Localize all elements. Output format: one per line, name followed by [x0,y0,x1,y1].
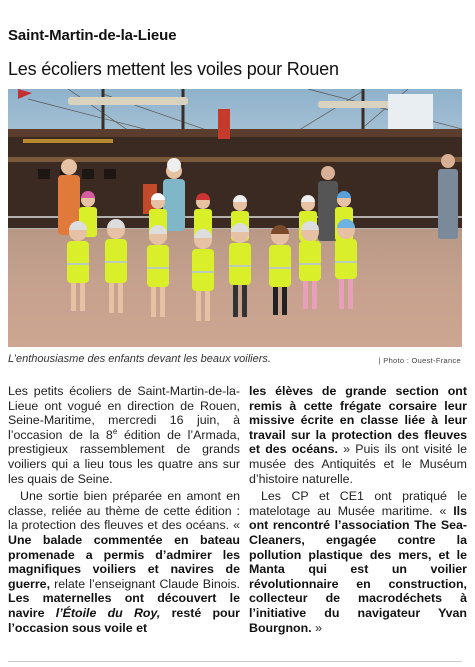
paragraph [8,489,240,635]
bold-quote: Les maternelles ont découvert le navire [8,591,240,620]
location-kicker: Saint-Martin-de-la-Lieue [8,27,177,44]
text-run: édition de l’Armada, prestigieux rassemblement de grands voiliers qui a lieu tous les quatre ans sur les quais de Seine. [8,427,240,486]
text-run: Les CP et CE1 ont pratiqué le matelotage au Musée maritime. « [249,489,467,518]
paragraph [8,384,240,486]
paragraph [249,384,467,486]
bold-quote: Ils ont rencontré l’association The Sea-Cleaners, engagée contre la pollution plastique des mers, et le Manta qui est un voilier révolutionnaire en construction, collecteur de macrodéchets à l’initiative du navigateur Yvan Bourgnon. [249,503,467,635]
photo-caption: L’enthousiasme des enfants devant les beaux voiliers. [8,353,271,365]
bold-quote: Une balade commentée en bateau promenade a permis d’admirer les magnifiques voiliers et navires de guerre, [8,532,240,591]
text-run: Une sortie bien préparée en amont en classe, reliée au thème de cette édition : la protection des fleuves et des océans. « [8,489,240,533]
article-headline: Les écoliers mettent les voiles pour Rouen [8,59,339,79]
text-run: » [311,620,322,635]
superscript: e [112,426,118,436]
paragraph [249,489,467,635]
article-photo [8,89,462,347]
article-column-left [8,384,240,638]
text-run: » Puis ils ont visité le musée des Antiquités et le Muséum d’histoire naturelle. [249,442,467,486]
text-run: relate l’enseignant Claude Binois. [50,576,240,591]
bottom-divider [8,661,462,662]
ship-name: l’Étoile du Roy, [55,605,161,620]
text-run: Les petits écoliers de Saint-Martin-de-la-Lieue ont vogué en direction de Rouen, Seine-Maritime, mercredi 16 juin, à l’occasion de la 8 [8,384,240,442]
bold-quote: les élèves de grande section ont remis à cette frégate corsaire leur missive écrite en classe liée à leur travail sur la protection des fleuves et des océans. [249,384,467,457]
photo-credit: | Photo : Ouest-France [378,356,461,365]
article-column-right [249,384,467,638]
bold-quote: resté pour l’occasion sous voile et [8,605,240,635]
